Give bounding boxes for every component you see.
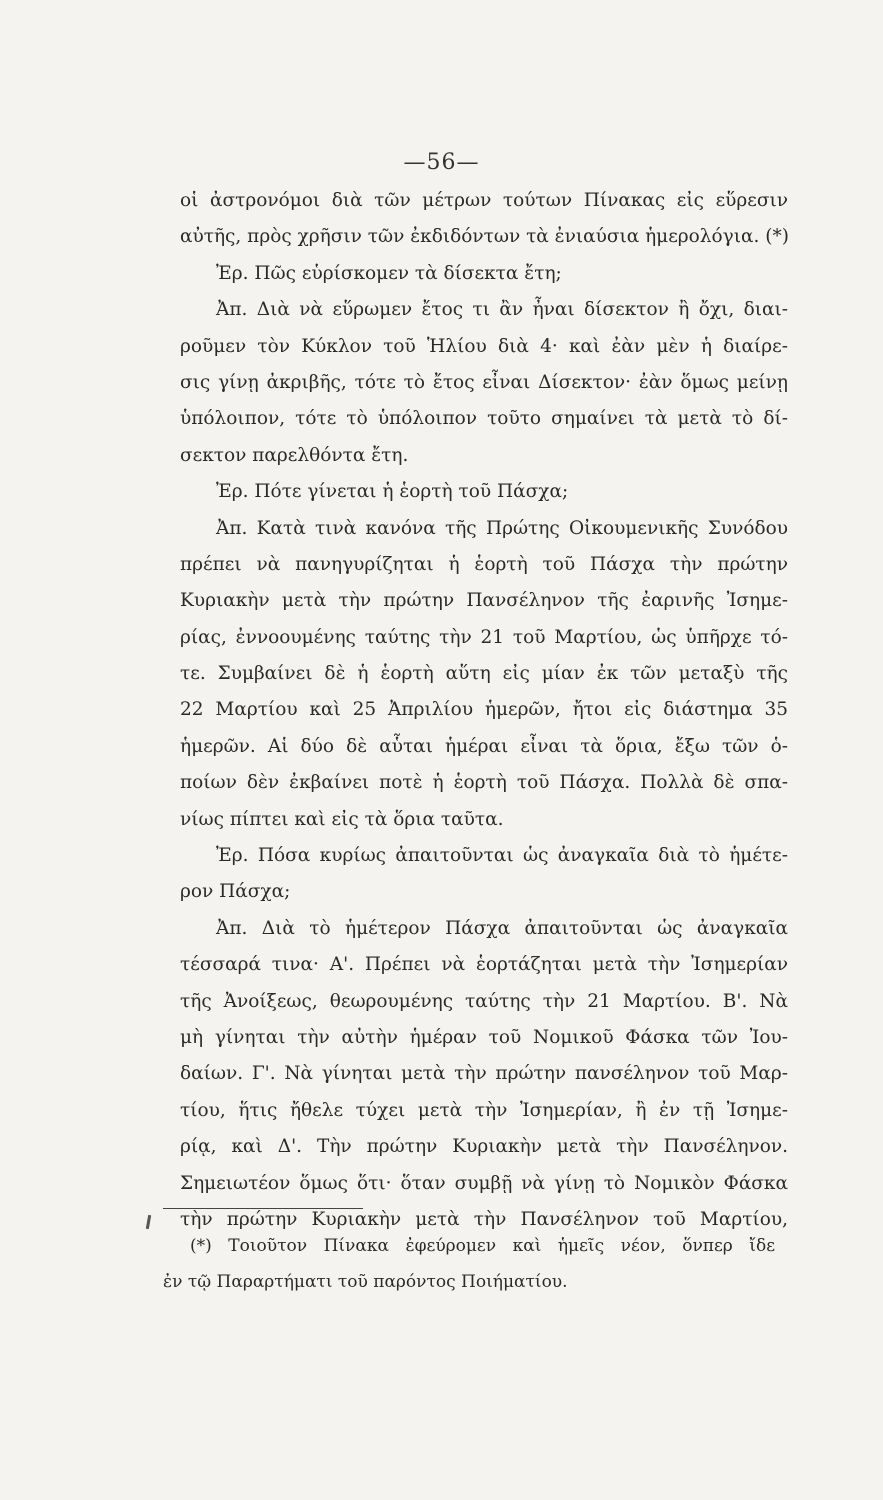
text-line: Ἐρ. Πόσα κυρίως ἀπαιτοῦνται ὡς ἀναγκαῖα διὰ τὸ ἡμέτε-: [216, 845, 788, 867]
text-line: ρον Πάσχα;: [180, 881, 291, 903]
body-text: [180, 183, 788, 1238]
text-line: τέσσαρά τινα· Α'. Πρέπει νὰ ἑορτάζηται μετὰ τὴν Ἰσημερίαν: [180, 954, 788, 976]
text-line: Ἐρ. Πῶς εὑρίσκομεν τὰ δίσεκτα ἔτη;: [216, 262, 562, 284]
text-line: Σημειωτέον ὅμως ὅτι· ὅταν συμβῇ νὰ γίνῃ τὸ Νομικὸν Φάσκα: [180, 1172, 788, 1194]
text-line: ὑπόλοιπον, τότε τὸ ὑπόλοιπον τοῦτο σημαίνει τὰ μετὰ τὸ δί-: [180, 408, 788, 430]
text-line: Ἐρ. Πότε γίνεται ἡ ἑορτὴ τοῦ Πάσχα;: [216, 481, 569, 503]
text-line: τε. Συμβαίνει δὲ ἡ ἑορτὴ αὕτη εἰς μίαν ἐκ τῶν μεταξὺ τῆς: [180, 663, 788, 685]
margin-mark: [146, 1215, 151, 1229]
text-line: αὐτῆς, πρὸς χρῆσιν τῶν ἐκδιδόντων τὰ ἐνιαύσια ἡμερολόγια. (*): [180, 226, 789, 248]
page-number: —56—: [403, 150, 480, 175]
footnote-rule: [163, 1208, 363, 1209]
text-line: Ἀπ. Κατὰ τινὰ κανόνα τῆς Πρώτης Οἰκουμενικῆς Συνόδου: [216, 517, 788, 539]
text-line: σις γίνῃ ἀκριβῆς, τότε τὸ ἔτος εἶναι Δίσεκτον· ἐὰν ὅμως μείνῃ: [180, 371, 788, 393]
text-line: οἱ ἀστρονόμοι διὰ τῶν μέτρων τούτων Πίνακας εἰς εὕρεσιν: [180, 190, 788, 211]
text-line: Ἀπ. Διὰ νὰ εὕρωμεν ἔτος τι ἂν ἦναι δίσεκτον ἢ ὄχι, διαι-: [216, 299, 788, 321]
text-line: τῆς Ἀνοίξεως, θεωρουμένης ταύτης τὴν 21 Μαρτίου. Β'. Νὰ: [180, 990, 788, 1012]
text-line: τίου, ἥτις ἤθελε τύχει μετὰ τὴν Ἰσημερίαν, ἢ ἐν τῇ Ἰσημε-: [180, 1099, 788, 1121]
text-line: πρέπει νὰ πανηγυρίζηται ἡ ἑορτὴ τοῦ Πάσχα τὴν πρώτην: [180, 553, 788, 575]
text-line: μὴ γίνηται τὴν αὐτὴν ἡμέραν τοῦ Νομικοῦ Φάσκα τῶν Ἰου-: [180, 1026, 788, 1048]
text-line: ροῦμεν τὸν Κύκλον τοῦ Ἡλίου διὰ 4· καὶ ἐὰν μὲν ἡ διαίρε-: [180, 335, 788, 357]
footnote-line: ἐν τῷ Παραρτήματι τοῦ παρόντος Ποιήματίου.: [163, 1272, 568, 1292]
text-line: ἡμερῶν. Αἱ δύο δὲ αὗται ἡμέραι εἶναι τὰ ὅρια, ἔξω τῶν ὁ-: [180, 735, 788, 757]
text-line: ρίας, ἐννοουμένης ταύτης τὴν 21 τοῦ Μαρτίου, ὡς ὑπῆρχε τό-: [180, 626, 788, 648]
text-line: τὴν πρώτην Κυριακὴν μετὰ τὴν Πανσέληνον τοῦ Μαρτίου,: [180, 1208, 788, 1230]
text-line: ρίᾳ, καὶ Δ'. Τὴν πρώτην Κυριακὴν μετὰ τὴν Πανσέληνον.: [180, 1136, 788, 1158]
text-line: 22 Μαρτίου καὶ 25 Ἀπριλίου ἡμερῶν, ἤτοι εἰς διάστημα 35: [180, 699, 788, 721]
text-line: δαίων. Γ'. Νὰ γίνηται μετὰ τὴν πρώτην πανσέληνον τοῦ Μαρ-: [180, 1063, 788, 1085]
text-line: ποίων δὲν ἐκβαίνει ποτὲ ἡ ἑορτὴ τοῦ Πάσχα. Πολλὰ δὲ σπα-: [180, 772, 788, 794]
text-line: νίως πίπτει καὶ εἰς τὰ ὅρια ταῦτα.: [180, 808, 504, 830]
text-line: Ἀπ. Διὰ τὸ ἡμέτερον Πάσχα ἀπαιτοῦνται ὡς ἀναγκαῖα: [216, 917, 788, 939]
text-line: σεκτον παρελθόντα ἔτη.: [180, 444, 409, 466]
footnote: [163, 1228, 775, 1300]
footnote-line: (*) Τοιοῦτον Πίνακα ἐφεύρομεν καὶ ἡμεῖς νέον, ὅνπερ ἴδε: [190, 1236, 775, 1256]
text-line: Κυριακὴν μετὰ τὴν πρώτην Πανσέληνον τῆς ἐαρινῆς Ἰσημε-: [180, 590, 788, 612]
